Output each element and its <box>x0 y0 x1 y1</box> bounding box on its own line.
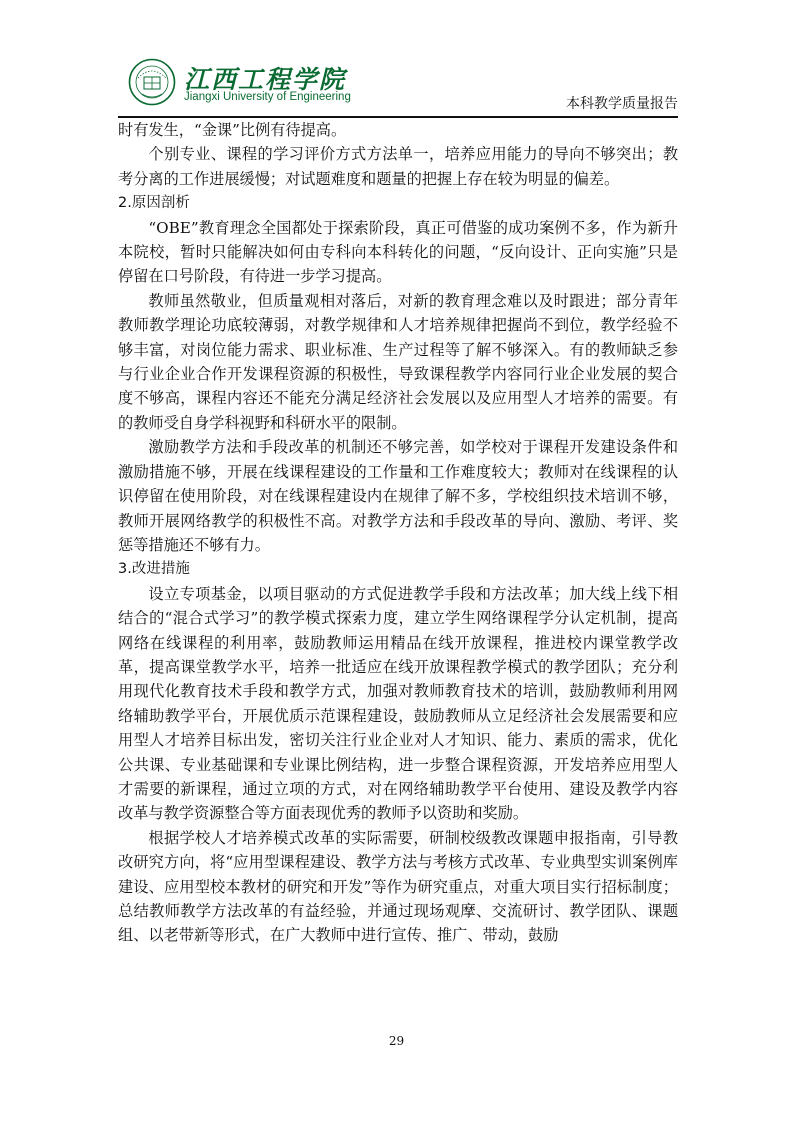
paragraph-teachers: 教师虽然敬业，但质量观相对落后，对新的教育理念难以及时跟进；部分青年教师教学理论功底较薄弱，对教学规律和人才培养规律把握尚不到位，教学经验不够丰富，对岗位能力需求、职业标准、生产过程等了解不够深入。有的教师缺乏参与行业企业合作开发课程资源的积极性，导致课程教学内容同行业企业发展的契合度不够高，课程内容还不能充分满足经济社会发展以及应用型人才培养的需要。有的教师受自身学科视野和科研水平的限制。 <box>118 291 678 432</box>
page-content <box>118 118 678 948</box>
paragraph-incentive: 激励教学方法和手段改革的机制还不够完善，如学校对于课程开发建设条件和激励措施不够，开展在线课程建设的工作量和工作难度较大；教师对在线课程的认识停留在使用阶段，对在线课程建设内在规律了解不多，学校组织技术培训不够，教师开展网络教学的积极性不高。对教学方法和手段改革的导向、激励、考评、奖惩等措施还不够有力。 <box>118 438 678 554</box>
school-name-en: Jiangxi University of Engineering <box>184 91 351 103</box>
school-seal-icon <box>128 58 176 106</box>
paragraph-fund: 设立专项基金，以项目驱动的方式促进教学手段和方法改革；加大线上线下相结合的“混合式学习”的教学模式探索力度，建立学生网络课程学分认定机制，提高网络在线课程的利用率，鼓励教师运用精品在线开放课程，推进校内课堂教学改革，提高课堂教学水平，培养一批适应在线开放课程教学模式的教学团队；充分利用现代化教育技术手段和教学方式，加强对教师教育技术的培训，鼓励教师利用网络辅助教学平台，开展优质示范课程建设，鼓励教师从立足经济社会发展需要和应用型人才培养目标出发，密切关注行业企业对人才知识、能力、素质的需求，优化公共课、专业基础课和专业课比例结构，进一步整合课程资源，开发培养应用型人才需要的新课程，通过立项的方式，对在网络辅助教学平台使用、建设及教学内容改革与教学资源整合等方面表现优秀的教师予以资助和奖励。 <box>118 584 678 823</box>
page-number: 29 <box>388 1034 405 1048</box>
paragraph-obe: “OBE”教育理念全国都处于探索阶段，真正可借鉴的成功案例不多，作为新升本院校，暂时只能解决如何由专科向本科转化的问题，“反向设计、正向实施”只是停留在口号阶段，有待进一步学习提高。 <box>118 218 678 286</box>
paragraph-evaluation: 个别专业、课程的学习评价方式方法单一，培养应用能力的导向不够突出；教考分离的工作进展缓慢；对试题难度和题量的把握上存在较为明显的偏差。 <box>118 145 678 188</box>
page-header <box>118 52 678 114</box>
heading-measures: 3.改进措施 <box>118 561 190 578</box>
paragraph-continued: 时有发生，“金课”比例有待提高。 <box>118 121 347 139</box>
report-title: 本科教学质量报告 <box>566 96 678 112</box>
paragraph-reform: 根据学校人才培养模式改革的实际需要，研制校级教改课题申报指南，引导教改研究方向，将“应用型课程建设、教学方法与考核方式改革、专业典型实训案例库建设、应用型校本教材的研究和开发”等作为研究重点，对重大项目实行招标制度；总结教师教学方法改革的有益经验，并通过现场观摩、交流研讨、教学团队、课题组、以老带新等形式，在广大教师中进行宣传、推广、带动，鼓励 <box>118 828 678 945</box>
school-name-cn: 江西工程学院 <box>184 65 347 94</box>
heading-causes: 2.原因剖析 <box>118 195 190 212</box>
